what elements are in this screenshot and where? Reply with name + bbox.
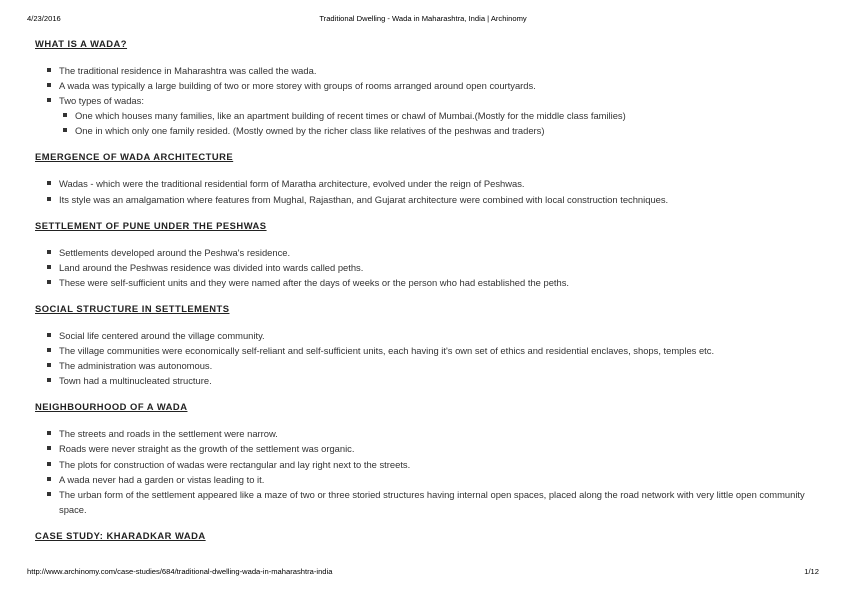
list-item: Its style was an amalgamation where features from Mughal, Rajasthan, and Gujarat architecture were combined with local construction techniques. xyxy=(35,192,825,207)
list-item: The plots for construction of wadas were rectangular and lay right next to the streets. xyxy=(35,457,825,472)
section-heading-emergence: EMERGENCE OF WADA ARCHITECTURE xyxy=(35,151,234,163)
nested-list-item: One which houses many families, like an apartment building of recent times or chawl of Mumbai.(Mostly for the middle class families) xyxy=(59,108,825,123)
list-item: The urban form of the settlement appeared like a maze of two or three storied structures having internal open spaces, placed along the road network with very little open community space. xyxy=(35,487,819,517)
print-date: 4/23/2016 xyxy=(27,14,61,23)
page-url: http://www.archinomy.com/case-studies/684/traditional-dwelling-wada-in-maharashtra-india xyxy=(27,567,333,576)
list-item xyxy=(35,93,825,138)
list-item-text: Two types of wadas: xyxy=(59,95,144,107)
section-heading-settlement: SETTLEMENT OF PUNE UNDER THE PESHWAS xyxy=(35,219,267,231)
nested-bullet-list xyxy=(59,108,825,138)
list-item: Social life centered around the village community. xyxy=(35,328,825,343)
page-number: 1/12 xyxy=(804,567,819,576)
section-heading-what-is-a-wada: WHAT IS A WADA? xyxy=(35,38,128,49)
list-item: The traditional residence in Maharashtra was called the wada. xyxy=(35,63,825,78)
page-title: Traditional Dwelling - Wada in Maharashtra, India | Archinomy xyxy=(319,14,527,23)
section-heading-case-study: CASE STUDY: KHARADKAR WADA xyxy=(35,529,206,541)
list-item: These were self-sufficient units and they were named after the days of weeks or the person who had established the peths. xyxy=(35,275,825,290)
list-item: The streets and roads in the settlement were narrow. xyxy=(35,426,825,441)
print-header xyxy=(27,14,819,26)
section-heading-neighbourhood: NEIGHBOURHOOD OF A WADA xyxy=(35,401,188,413)
list-item: The administration was autonomous. xyxy=(35,358,825,373)
bullet-list-what-is-a-wada xyxy=(35,63,825,138)
bullet-list-neighbourhood xyxy=(35,426,825,517)
bullet-list-emergence xyxy=(35,176,825,206)
list-item: Settlements developed around the Peshwa's residence. xyxy=(35,245,825,260)
list-item: Land around the Peshwas residence was divided into wards called peths. xyxy=(35,260,825,275)
print-footer xyxy=(27,567,819,579)
list-item: Wadas - which were the traditional residential form of Maratha architecture, evolved under the reign of Peshwas. xyxy=(35,176,825,191)
list-item: The village communities were economically self-reliant and self-sufficient units, each having it's own set of ethics and residential enclaves, shops, temples etc. xyxy=(35,343,825,358)
bullet-list-social-structure xyxy=(35,328,825,388)
list-item: A wada never had a garden or vistas leading to it. xyxy=(35,472,825,487)
list-item: A wada was typically a large building of two or more storey with groups of rooms arranged around open courtyards. xyxy=(35,78,825,93)
bullet-list-settlement xyxy=(35,245,825,290)
list-item: Roads were never straight as the growth of the settlement was organic. xyxy=(35,441,825,456)
section-heading-social-structure: SOCIAL STRUCTURE IN SETTLEMENTS xyxy=(35,302,230,314)
article-content xyxy=(35,37,825,543)
list-item: Town had a multinucleated structure. xyxy=(35,373,825,388)
nested-list-item: One in which only one family resided. (Mostly owned by the richer class like relatives of the peshwas and traders) xyxy=(59,123,825,138)
